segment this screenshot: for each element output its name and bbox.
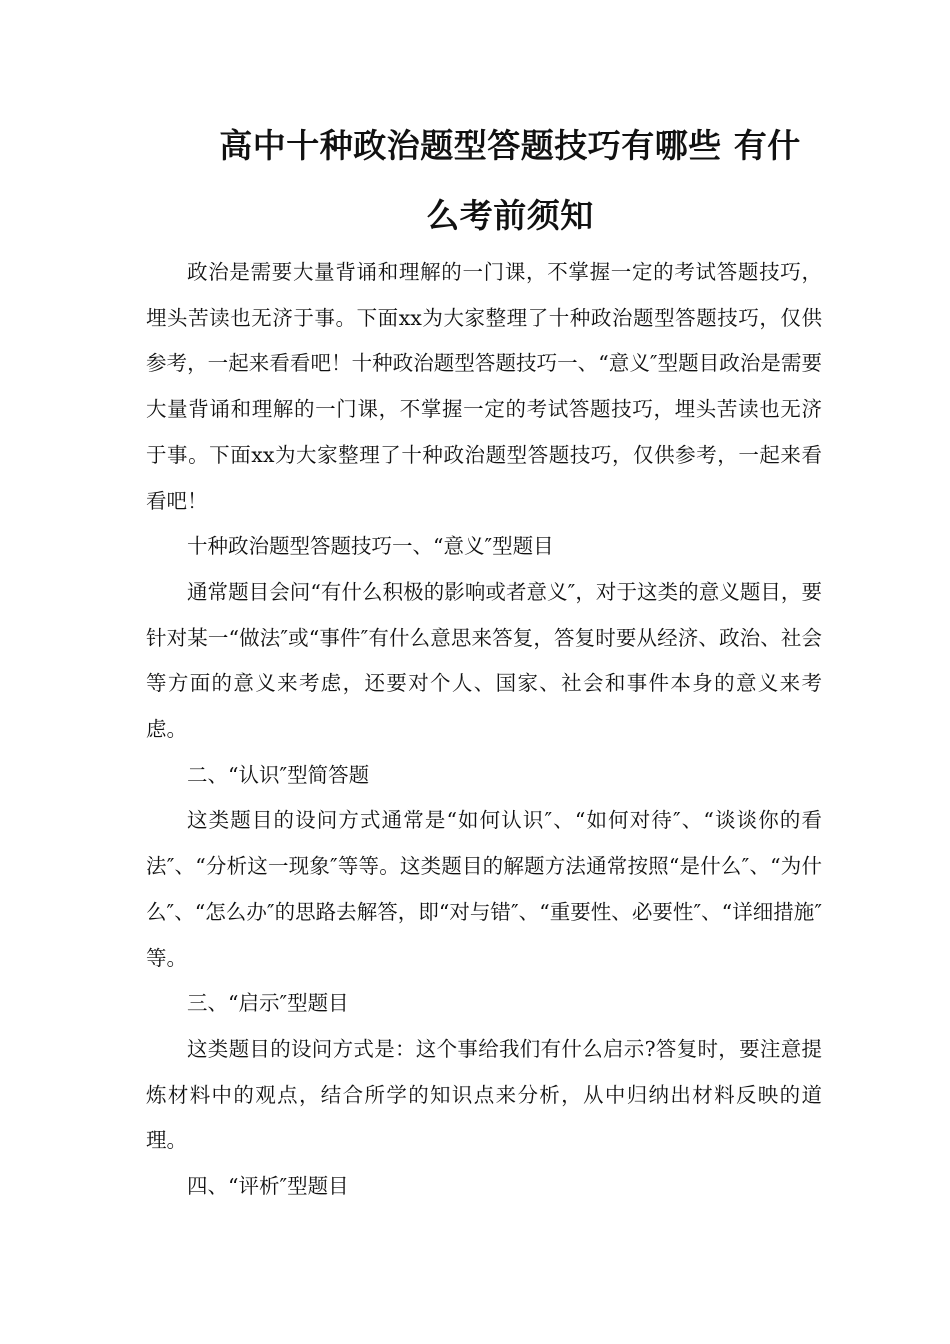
section-heading-1: 十种政治题型答题技巧一、“意义″型题目: [187, 534, 554, 559]
paragraph-section-3: 这类题目的设问方式是：这个事给我们有什么启示?答复时，要注意提炼材料中的观点，结合所学的知识点来分析，从中归纳出材料反映的道理。: [146, 1036, 822, 1153]
paragraph-section-2: 这类题目的设问方式通常是“如何认识″、“如何对待″、“谈谈你的看法″、“分析这一现象″等等。这类题目的解题方法通常按照“是什么″、“为什么″、“怎么办″的思路去解答，即“对与错″、“重要性、必要性″、“详细措施″等。: [146, 808, 822, 970]
section-heading-3: 三、“启示″型题目: [187, 991, 349, 1016]
document-title-line-2: 么考前须知: [426, 196, 594, 235]
document-body: [146, 250, 822, 1210]
paragraph-intro: 政治是需要大量背诵和理解的一门课，不掌握一定的考试答题技巧，埋头苦读也无济于事。下面xx为大家整理了十种政治题型答题技巧，仅供参考，一起来看看吧！十种政治题型答题技巧一、“意义″型题目政治是需要大量背诵和理解的一门课，不掌握一定的考试答题技巧，埋头苦读也无济于事。下面xx为大家整理了十种政治题型答题技巧，仅供参考，一起来看看吧！: [146, 260, 822, 513]
section-heading-2: 二、“认识″型简答题: [187, 762, 370, 787]
paragraph-section-1: 通常题目会问“有什么积极的影响或者意义″，对于这类的意义题目，要针对某一“做法″或“事件″有什么意思来答复，答复时要从经济、政治、社会等方面的意义来考虑，还要对个人、国家、社会和事件本身的意义来考虑。: [146, 579, 822, 742]
section-heading-4: 四、“评析″型题目: [187, 1174, 349, 1199]
document-title-line-1: 高中十种政治题型答题技巧有哪些 有什: [219, 126, 801, 165]
